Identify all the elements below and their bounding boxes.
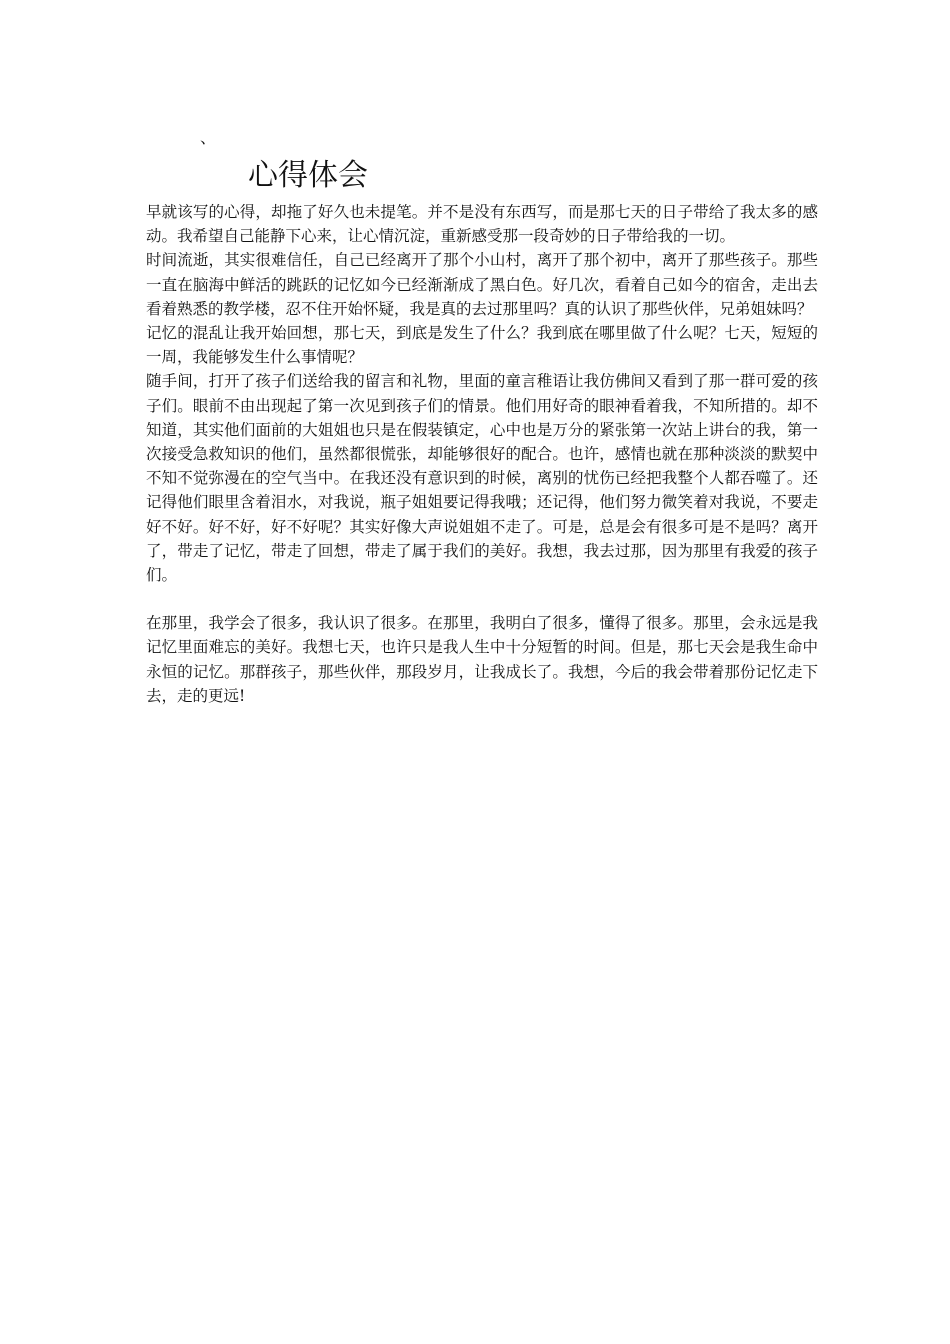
paragraph-3: 记忆的混乱让我开始回想，那七天，到底是发生了什么？我到底在哪里做了什么呢？七天，短短的一周，我能够发生什么事情呢？: [146, 324, 818, 367]
paragraph-1: 早就该写的心得，却拖了好久也未提笔。并不是没有东西写，而是那七天的日子带给了我太多的感动。我希望自己能静下心来，让心情沉淀，重新感受那一段奇妙的日子带给我的一切。: [146, 203, 818, 246]
paragraph-4: 随手间，打开了孩子们送给我的留言和礼物，里面的童言稚语让我仿佛间又看到了那一群可爱的孩子们。眼前不由出现起了第一次见到孩子们的情景。他们用好奇的眼神看着我，不知所措的。却不知道，其实他们面前的大姐姐也只是在假装镇定，心中也是万分的紧张第一次站上讲台的我，第一次接受急救知识的他们，虽然都很慌张，却能够很好的配合。也许，感情也就在那种淡淡的默契中不知不觉弥漫在的空气当中。在我还没有意识到的时候，离别的忧伤已经把我整个人都吞噬了。还记得他们眼里含着泪水，对我说，瓶子姐姐要记得我哦；还记得，他们努力微笑着对我说，不要走好不好。好不好，好不好呢？其实好像大声说姐姐不走了。可是，总是会有很多可是不是吗？离开了，带走了记忆，带走了回想，带走了属于我们的美好。我想，我去过那，因为那里有我爱的孩子们。: [146, 372, 818, 585]
paragraph-2: 时间流逝，其实很难信任，自己已经离开了那个小山村，离开了那个初中，离开了那些孩子。那些一直在脑海中鲜活的跳跃的记忆如今已经渐渐成了黑白色。好几次，看着自己如今的宿舍，走出去看着熟悉的教学楼，忍不住开始怀疑，我是真的去过那里吗？真的认识了那些伙伴，兄弟姐妹吗？: [146, 251, 818, 318]
paragraph-5: 在那里，我学会了很多，我认识了很多。在那里，我明白了很多，懂得了很多。那里，会永远是我记忆里面难忘的美好。我想七天，也许只是我人生中十分短暂的时间。但是，那七天会是我生命中永恒的记忆。那群孩子，那些伙伴，那段岁月，让我成长了。我想，今后的我会带着那份记忆走下去，走的更远!: [146, 614, 818, 705]
page-title: 心得体会: [248, 158, 368, 193]
document-body: [146, 200, 818, 708]
stray-mark: 、: [200, 128, 217, 147]
